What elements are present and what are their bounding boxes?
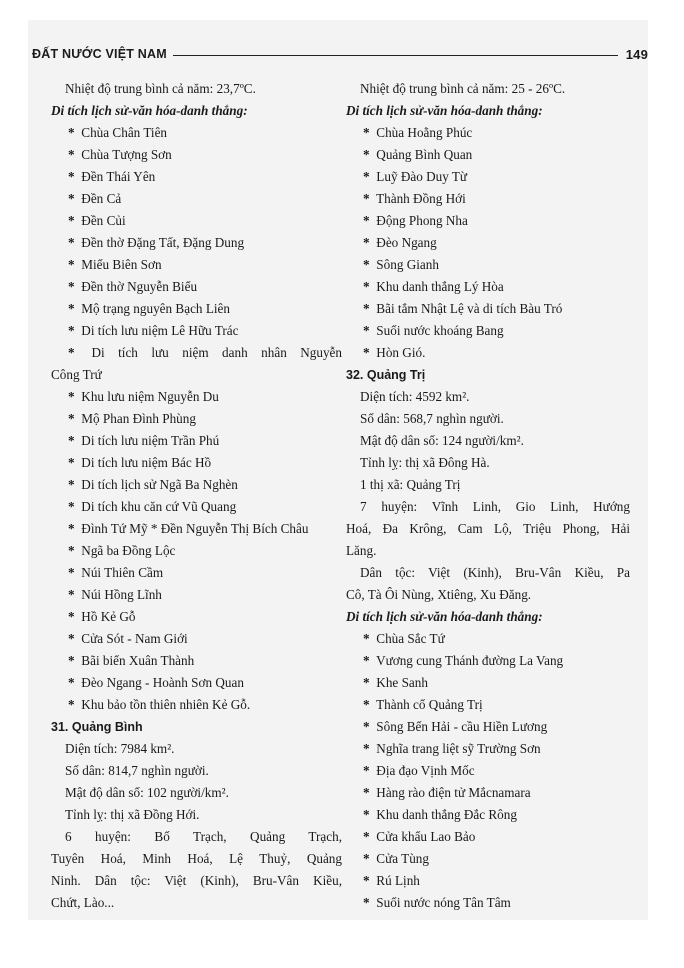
- area-line: Diện tích: 7984 km².: [65, 741, 175, 756]
- list-item: * Đèo Ngang: [363, 235, 437, 250]
- list-item: * Bãi tắm Nhật Lệ và di tích Bàu Tró: [363, 301, 563, 316]
- section-title: 32. Quảng Trị: [346, 368, 426, 382]
- list-item: * Núi Thiên Cầm: [68, 565, 164, 580]
- list-item: * Khu bảo tồn thiên nhiên Kẻ Gỗ.: [68, 697, 251, 712]
- list-item: * Ngã ba Đồng Lộc: [68, 543, 176, 558]
- list-item: * Đền thờ Đặng Tất, Đặng Dung: [68, 235, 245, 250]
- list-item: * Khe Sanh: [363, 675, 428, 690]
- districts-line: Tuyên Hoá, Minh Hoá, Lệ Thuỷ, Quảng: [51, 851, 342, 866]
- list-item: * Chùa Hoằng Phúc: [363, 125, 473, 140]
- list-item: * Địa đạo Vịnh Mốc: [363, 763, 475, 778]
- ethnic-line: Dân tộc: Việt (Kinh), Bru-Vân Kiều, Pa: [360, 565, 630, 580]
- page-number: 149: [625, 46, 648, 62]
- districts-line: Ninh. Dân tộc: Việt (Kinh), Bru-Vân Kiều,: [51, 873, 342, 888]
- districts-line: 7 huyện: Vĩnh Linh, Gio Linh, Hướng: [360, 499, 630, 514]
- heritage-heading: Di tích lịch sử-văn hóa-danh thắng:: [346, 103, 543, 118]
- list-item: * Quảng Bình Quan: [363, 147, 473, 162]
- list-item: * Đền Củi: [68, 213, 126, 228]
- book-title: ĐẤT NƯỚC VIỆT NAM: [32, 47, 167, 61]
- list-item: * Núi Hồng Lĩnh: [68, 587, 162, 602]
- capital-line: Tỉnh lỵ: thị xã Đồng Hới.: [65, 807, 200, 822]
- list-item: * Chùa Sắc Tứ: [363, 631, 445, 646]
- list-item: * Sông Bến Hải - cầu Hiền Lương: [363, 719, 548, 734]
- list-item: * Thành Đồng Hới: [363, 191, 466, 206]
- list-item: * Mộ trạng nguyên Bạch Liên: [68, 301, 230, 316]
- list-item: * Bãi biển Xuân Thành: [68, 653, 195, 668]
- list-item: * Khu lưu niệm Nguyễn Du: [68, 389, 219, 404]
- list-item: * Di tích lưu niệm Trần Phú: [68, 433, 220, 448]
- list-item: * Vương cung Thánh đường La Vang: [363, 653, 564, 668]
- density-line: Mật độ dân số: 102 người/km².: [65, 785, 229, 800]
- list-item: * Rú Lịnh: [363, 873, 420, 888]
- header-rule: [173, 55, 618, 56]
- list-item: * Luỹ Đào Duy Từ: [363, 169, 468, 184]
- list-item-continuation: Công Trứ: [51, 367, 102, 382]
- list-item: * Suối nước khoáng Bang: [363, 323, 504, 338]
- districts-line: Hoá, Đa Krông, Cam Lộ, Triệu Phong, Hải: [346, 521, 630, 536]
- list-item: * Đình Tứ Mỹ * Đền Nguyễn Thị Bích Châu: [68, 521, 309, 536]
- density-line: Mật độ dân số: 124 người/km².: [360, 433, 524, 448]
- districts-line: Chứt, Lào...: [51, 895, 115, 910]
- list-item: * Hàng rào điện tử Mắcnamara: [363, 785, 531, 800]
- list-item: * Nghĩa trang liệt sỹ Trường Sơn: [363, 741, 541, 756]
- capital-line: Tỉnh lỵ: thị xã Đông Hà.: [360, 455, 490, 470]
- list-item: * Đèo Ngang - Hoành Sơn Quan: [68, 675, 244, 690]
- list-item: * Cửa Tùng: [363, 851, 429, 866]
- list-item: * Đền thờ Nguyễn Biểu: [68, 279, 198, 294]
- list-item: * Khu danh thắng Lý Hòa: [363, 279, 504, 294]
- list-item: * Sông Gianh: [363, 257, 439, 272]
- list-item: * Đền Cả: [68, 191, 122, 206]
- population-line: Số dân: 814,7 nghìn người.: [65, 763, 209, 778]
- list-item: * Chùa Tượng Sơn: [68, 147, 172, 162]
- list-item: * Di tích lưu niệm Lê Hữu Trác: [68, 323, 239, 338]
- list-item: * Động Phong Nha: [363, 213, 468, 228]
- ethnic-line: Cô, Tà Ôi Nùng, Xtiêng, Xu Đăng.: [346, 587, 532, 602]
- list-item: * Suối nước nóng Tân Tâm: [363, 895, 511, 910]
- section-title: 31. Quảng Bình: [51, 720, 143, 734]
- list-item: * Thành cổ Quảng Trị: [363, 697, 483, 712]
- heritage-heading: Di tích lịch sử-văn hóa-danh thắng:: [346, 609, 543, 624]
- districts-line: 6 huyện: Bố Trạch, Quảng Trạch,: [65, 829, 342, 844]
- list-item: * Di tích khu căn cứ Vũ Quang: [68, 499, 237, 514]
- list-item: * Hòn Gió.: [363, 345, 426, 360]
- right-column: [346, 78, 630, 914]
- population-line: Số dân: 568,7 nghìn người.: [360, 411, 504, 426]
- list-item: * Miếu Biên Sơn: [68, 257, 162, 272]
- temperature-line: Nhiệt độ trung bình cả năm: 23,7ºC.: [65, 81, 256, 96]
- list-item: * Chùa Chân Tiên: [68, 125, 168, 140]
- list-item: * Khu danh thắng Đắc Rông: [363, 807, 517, 822]
- list-item: * Di tích lưu niệm danh nhân Nguyễn: [68, 345, 342, 360]
- list-item: * Đền Thái Yên: [68, 169, 156, 184]
- area-line: Diện tích: 4592 km².: [360, 389, 470, 404]
- list-item: * Cửa khẩu Lao Bảo: [363, 829, 476, 844]
- list-item: * Mộ Phan Đình Phùng: [68, 411, 196, 426]
- towns-line: 1 thị xã: Quảng Trị: [360, 477, 461, 492]
- districts-line: Lăng.: [346, 543, 377, 558]
- left-column: [51, 78, 342, 914]
- list-item: * Cửa Sót - Nam Giới: [68, 631, 188, 646]
- list-item: * Di tích lịch sử Ngã Ba Nghèn: [68, 477, 238, 492]
- running-header: [32, 46, 648, 62]
- temperature-line: Nhiệt độ trung bình cả năm: 25 - 26ºC.: [360, 81, 566, 96]
- list-item: * Hồ Kẻ Gỗ: [68, 609, 136, 624]
- heritage-heading: Di tích lịch sử-văn hóa-danh thắng:: [51, 103, 248, 118]
- list-item: * Di tích lưu niệm Bác Hồ: [68, 455, 212, 470]
